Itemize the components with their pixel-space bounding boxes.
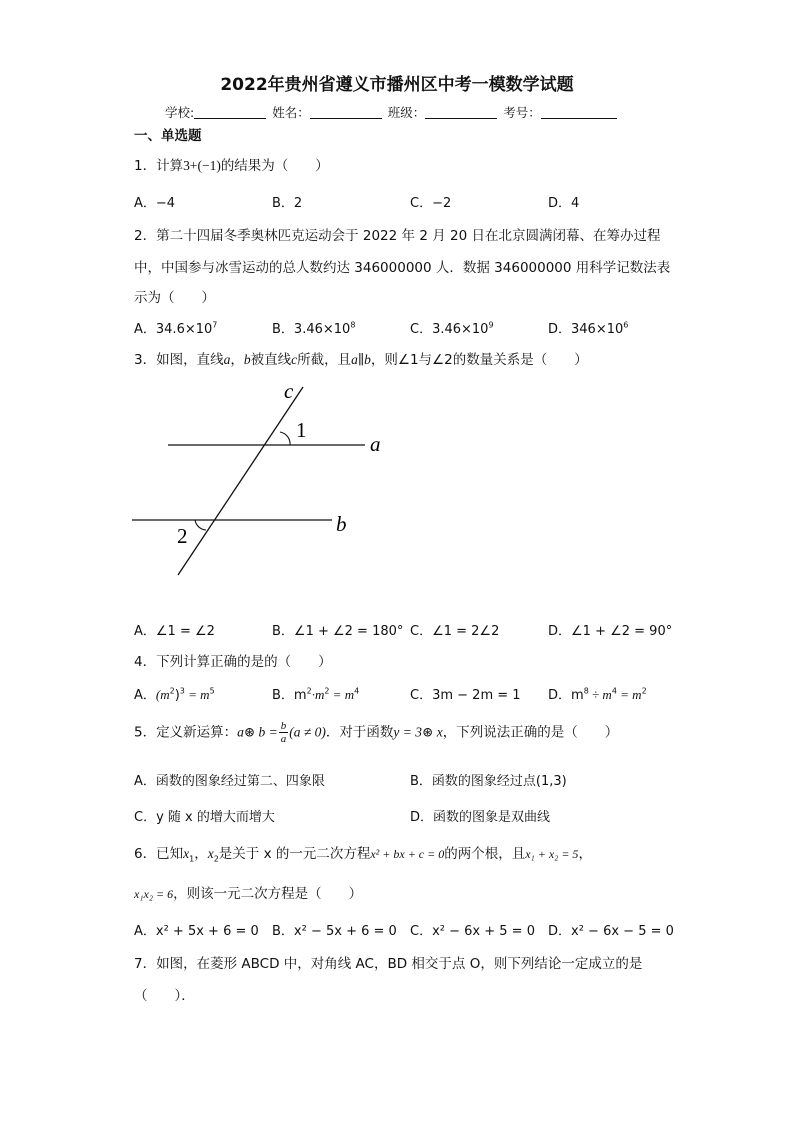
- school-label: 学校:: [165, 105, 195, 120]
- q1-suffix: 的结果为（ ）: [220, 158, 329, 174]
- q6-option-c: C．x² − 6x + 5 = 0: [410, 924, 535, 939]
- q5-option-a: A．函数的图象经过第二、四象限: [134, 774, 325, 789]
- q4-option-a: A．$(m^2)^3 = m^5$: [134, 686, 215, 703]
- class-label: 班级：: [387, 105, 426, 120]
- q6-line-2: x₁x₂ = 6，则该一元二次方程是（ ）: [134, 886, 363, 902]
- q3-option-b: B．∠1 + ∠2 = 180°: [272, 624, 404, 639]
- page-title: 2022年贵州省遵义市播州区中考一模数学试题: [220, 75, 574, 95]
- name-blank: [310, 106, 382, 119]
- q5-option-c: C．y 随 x 的增大而增大: [134, 810, 275, 825]
- q1-prefix: 1．计算: [134, 158, 184, 174]
- question-6: 6．已知$x_1$，$x_2$是关于 x 的一元二次方程x² + bx + c = 0的两个根，且x₁ + x₂ = 5，: [134, 846, 592, 864]
- q1-expression: 3+(−1): [183, 158, 221, 173]
- q2-option-a: A．$34.6\times 10^7$: [134, 320, 218, 337]
- q5-option-b: B．函数的图象经过点(1,3): [410, 774, 567, 789]
- q3-option-d: D．∠1 + ∠2 = 90°: [548, 624, 673, 639]
- q3-option-c: C．∠1 = 2∠2: [410, 624, 500, 639]
- q1-option-a: A．−4: [134, 196, 176, 211]
- question-5: 5．定义新运算：a⊛ b = $\frac{b}{a}$ (a ≠ 0)．对于函数y = 3⊛ x，下列说法正确的是（ ）: [134, 720, 619, 745]
- section-heading: 一、单选题: [134, 128, 202, 144]
- q6-option-b: B．x² − 5x + 6 = 0: [272, 924, 397, 939]
- q4-option-c: C．3m − 2m = 1: [410, 688, 521, 703]
- student-info: [165, 103, 619, 121]
- question-4: 4．下列计算正确的是的（ ）: [134, 654, 332, 670]
- question-3: 3．如图，直线a，b被直线c所截，且a∥b，则∠1与∠2的数量关系是（ ）: [134, 352, 588, 368]
- q5-fraction: $\frac{b}{a}$: [280, 720, 287, 745]
- label-b: b: [336, 512, 347, 536]
- q1-option-b: B．2: [272, 196, 303, 211]
- label-2: 2: [177, 524, 188, 548]
- q5-option-d: D．函数的图象是双曲线: [410, 810, 551, 825]
- exam-no-blank: [541, 106, 617, 119]
- label-1: 1: [296, 418, 307, 442]
- question-1: [134, 154, 329, 174]
- class-blank: [425, 106, 497, 119]
- q3-option-a: A．∠1 = ∠2: [134, 624, 215, 639]
- angle-2-arc: [195, 520, 206, 530]
- q2-option-b: B．$3.46\times 10^8$: [272, 320, 356, 337]
- q4-option-d: D．$m^8 \div m^4 = m^2$: [548, 686, 647, 703]
- label-a: a: [370, 432, 380, 456]
- q2-line-3: 示为（ ）: [134, 290, 215, 306]
- q7-line-1: 7．如图，在菱形 ABCD 中，对角线 AC，BD 相交于点 O，则下列结论一定成立的是: [134, 956, 643, 972]
- q7-line-2: （ ）．: [134, 988, 195, 1004]
- q6-option-d: D．x² − 6x − 5 = 0: [548, 924, 674, 939]
- q2-option-d: D．$346\times 10^6$: [548, 320, 629, 337]
- q2-option-c: C．$3.46\times 10^9$: [410, 320, 494, 337]
- angle-1-arc: [280, 432, 290, 445]
- school-blank: [194, 106, 266, 119]
- q1-option-c: C．−2: [410, 196, 452, 211]
- exam-no-label: 考号：: [503, 105, 541, 120]
- q6-option-a: A．x² + 5x + 6 = 0: [134, 924, 259, 939]
- q2-line-1: 2．第二十四届冬季奥林匹克运动会于 2022 年 2 月 20 日在北京圆满闭幕、在筹办过程: [134, 228, 661, 244]
- q2-line-2: 中，中国参与冰雪运动的总人数约达 346000000 人．数据 346000000 用科学记数法表: [134, 260, 671, 276]
- name-label: 姓名：: [272, 105, 310, 120]
- parallel-lines-figure: [120, 375, 380, 585]
- line-c: [178, 387, 303, 575]
- label-c: c: [284, 379, 294, 403]
- q4-option-b: B．$m^2\cdot m^2 = m^4$: [272, 686, 360, 703]
- q1-option-d: D．4: [548, 196, 580, 211]
